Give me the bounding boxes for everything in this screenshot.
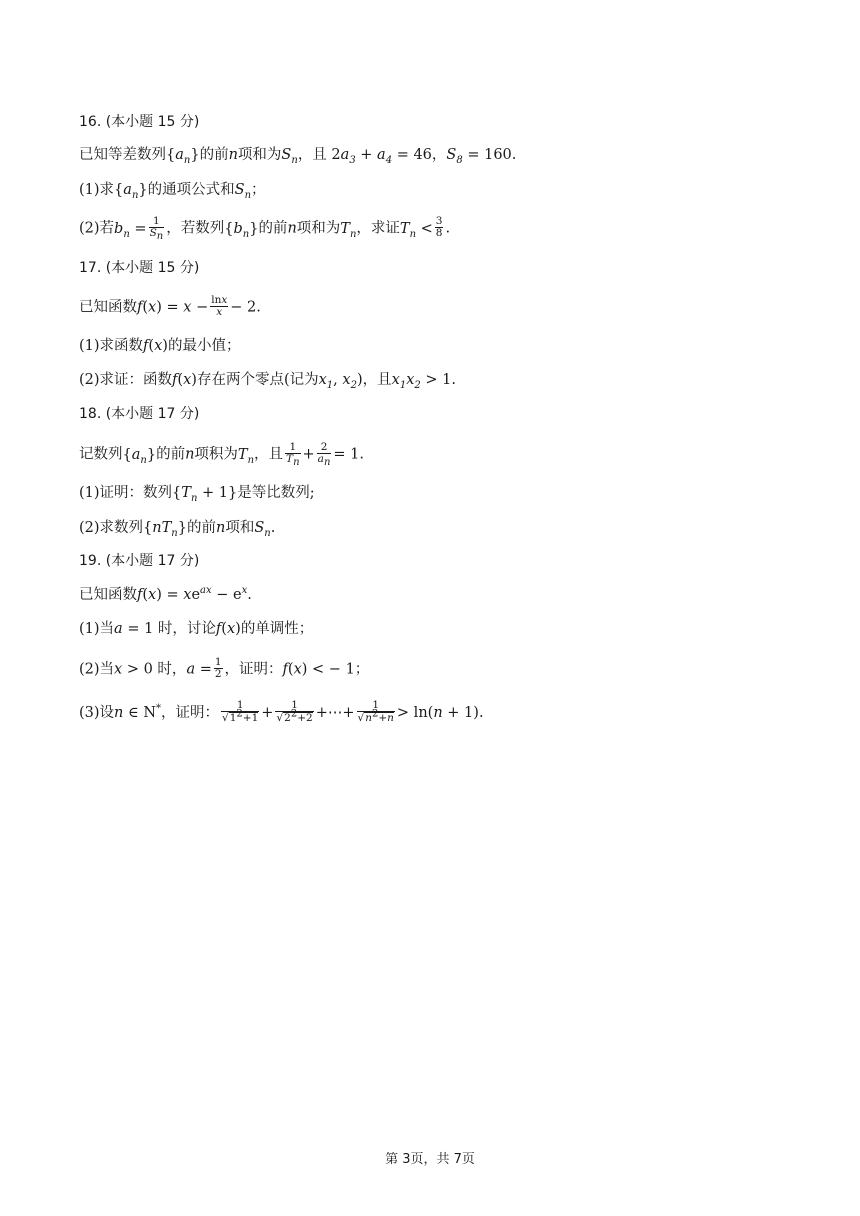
question-17-header: 17. (本小题 15 分) <box>79 260 200 276</box>
question-17-part-1: (1)求函数f(x)的最小值； <box>79 338 241 354</box>
question-16-part-1: (1)求$\{a_n\}$的通项公式和$S_n$； <box>79 182 266 201</box>
question-18-part-1: (1)证明：数列$\{T_n + 1\}$是等比数列; <box>79 485 315 504</box>
question-16-header: 16. (本小题 15 分) <box>79 114 200 130</box>
question-18-header: 18. (本小题 17 分) <box>79 406 200 422</box>
question-16-stem: 已知等差数列$\{a_n\}$的前n项和为$S_n$，且 $2a_3 + a_4 = 46$，$S_8 = 160$. <box>79 147 517 166</box>
question-16-part-2: (2)若$b_n$ = $\frac{1}{S_n}$ ，若数列$\{b_n\}$的前n项和为$T_n$，求证$T_n$ < $\frac{3}{8}$ . <box>79 215 451 243</box>
question-18-stem: 记数列$\{a_n\}$的前n项积为$T_n$，且 $\frac{1}{T_n}$ + $\frac{2}{a_n}$ = 1. <box>79 441 364 469</box>
question-17-part-2: (2)求证：函数f(x)存在两个零点(记为$x_1$, $x_2$)，且$x_1x_2 > 1$. <box>79 372 456 391</box>
question-19-stem: 已知函数$f(x) = xe^{ax} - e^x$. <box>79 585 252 603</box>
question-19-part-2: (2)当x > 0 时，a = $\frac{1}{2}$ ，证明：f(x) < − 1； <box>79 656 370 680</box>
question-18-part-2: (2)求数列$\{nT_n\}$的前n项和$S_n$. <box>79 520 276 539</box>
page-footer: 第 3页，共 7页 <box>385 1152 475 1167</box>
question-19-part-1: (1)当a = 1 时，讨论f(x)的单调性； <box>79 621 314 637</box>
question-17-stem: 已知函数f(x) = x − $\frac{\ln x}{x}$ − 2. <box>79 294 261 318</box>
question-19-part-3: (3)设n ∈ N*，证明： $\frac{1}{√1^2+1}$ + $\frac{1}{√2^2+2}$ +⋯+ $\frac{1}{√n^2+n}$ > ln(n + 1). <box>79 699 484 724</box>
question-19-header: 19. (本小题 17 分) <box>79 553 200 569</box>
